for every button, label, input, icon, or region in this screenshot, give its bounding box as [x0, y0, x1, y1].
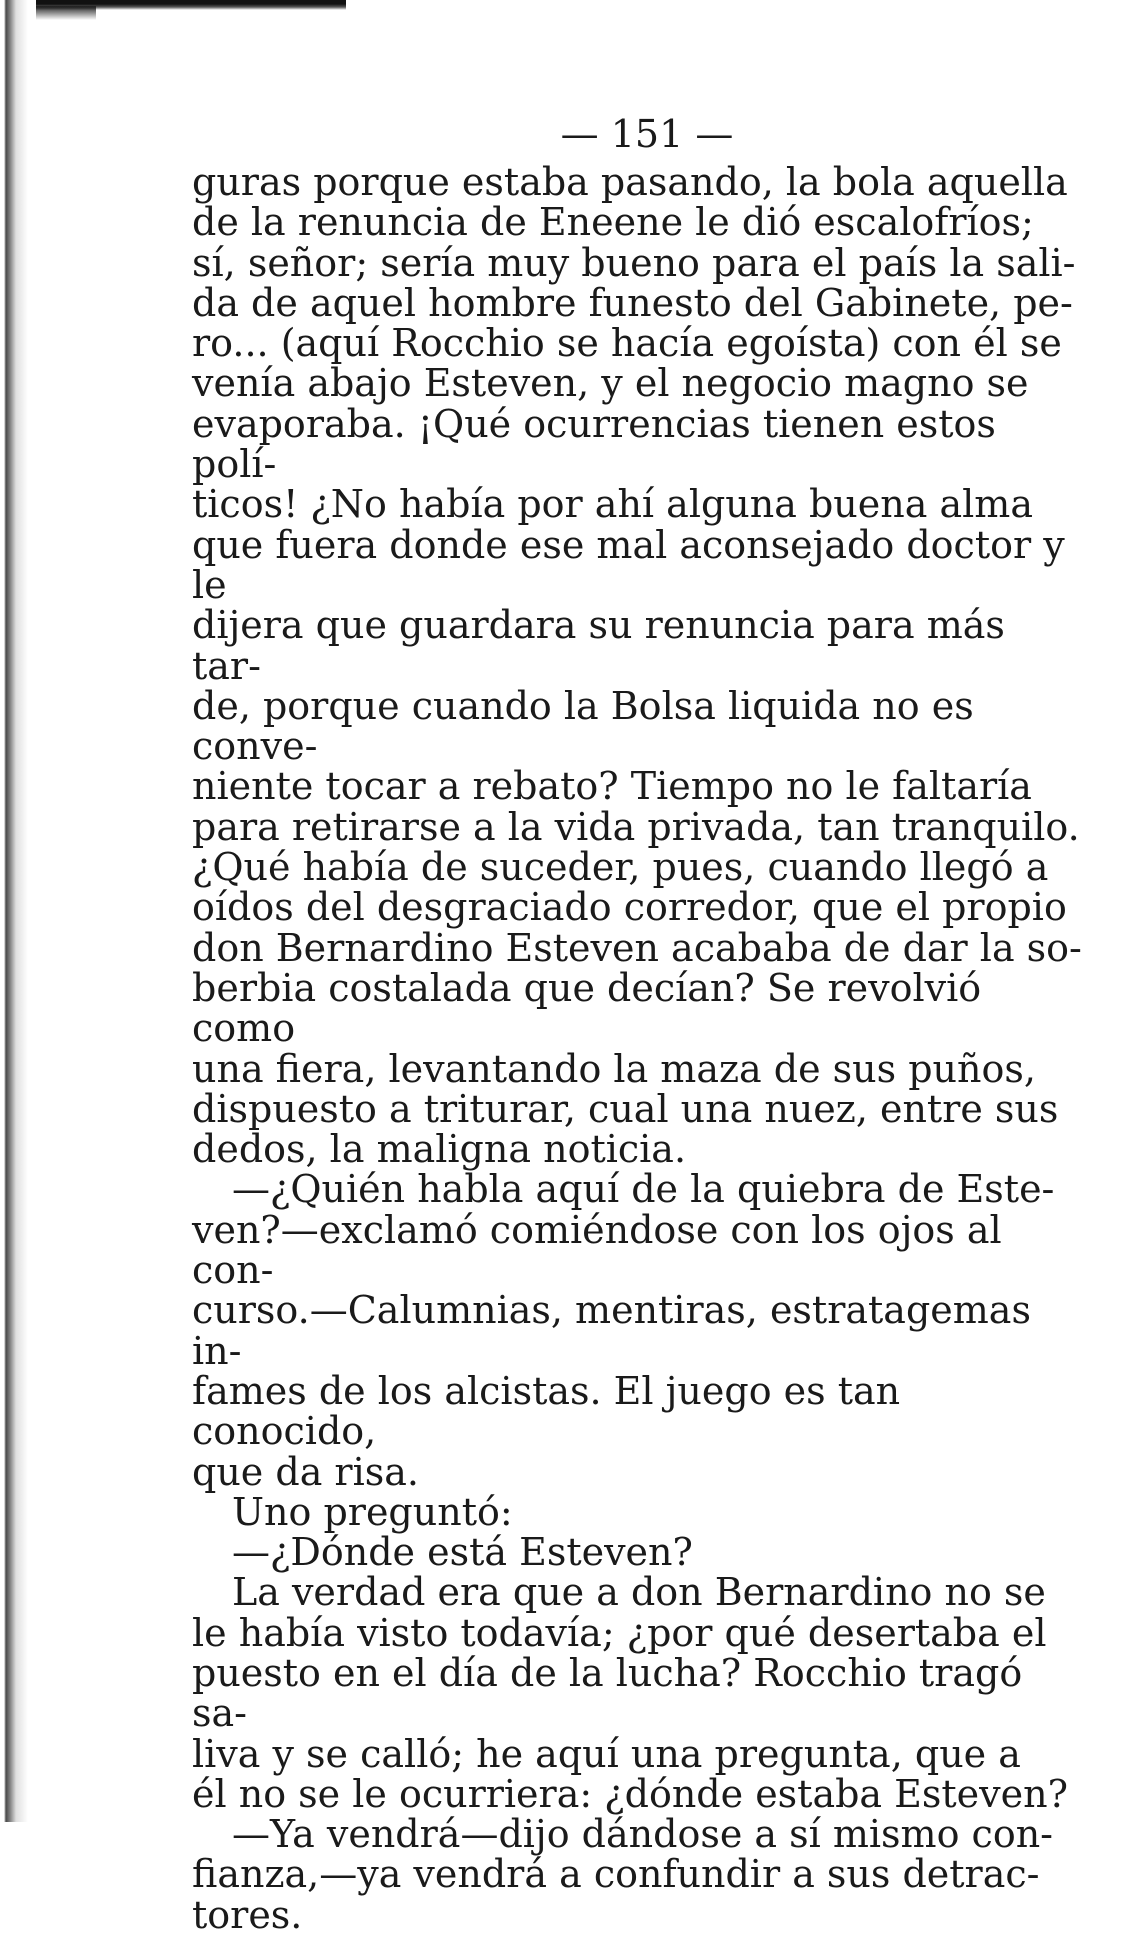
paragraph-5-start: La verdad era que a don Bernardino no se [232, 1570, 1046, 1615]
top-ink-smudge [36, 6, 96, 20]
paragraph-3: Uno preguntó: [232, 1489, 513, 1534]
paragraph-4: —¿Dónde está Esteven? [232, 1530, 693, 1575]
paragraph-2-start: —¿Quién habla aquí de la quiebra de Este- [232, 1167, 1055, 1212]
page-binding-edge [0, 0, 30, 1822]
paragraph-1: guras porque estaba pasando, la bola aquella de la renuncia de Eneene le dió escalofríos; sí, señor; sería muy bueno para el país la sali- da de aquel hombre funesto del Gabinete, pe- ro... (aquí Rocchio se hacía egoísta) con él se venía abajo Esteven, y el negocio magno se evaporaba. ¡Qué ocurrencias tienen estos polí- ticos! ¿No había por ahí alguna buena alma que fuera donde ese mal aconsejado doctor y le dijera que guardara su renuncia para más tar- de, porque cuando la Bolsa liquida no es conve- niente tocar a rebato? Tiempo no le faltaría para retirarse a la vida privada, tan tranquilo. ¿Qué había de suceder, pues, cuando llegó a oídos del desgraciado corredor, que el propio don Bernardino Esteven acababa de dar la so- berbia costalada que decían? Se revolvió como una fiera, levantando la maza de sus puños, dispuesto a triturar, cual una nuez, entre sus dedos, la maligna noticia. [192, 160, 1082, 1172]
paragraph-2-continued: ven?—exclamó comiéndose con los ojos al con- curso.—Calumnias, mentiras, estratagemas in- fames de los alcistas. El juego es tan conocido, que da risa. [192, 1207, 1031, 1494]
paragraph-5-continued: le había visto todavía; ¿por qué desertaba el puesto en el día de la lucha? Rocchio tragó sa- liva y se calló; he aquí una pregunta, que a él no se le ocurriera: ¿dónde estaba Esteven? [192, 1610, 1068, 1816]
paragraph-6-start: —Ya vendrá—dijo dándose a sí mismo con- [232, 1812, 1054, 1857]
page-number: — 151 — [560, 112, 734, 156]
paragraph-6-continued: fianza,—ya vendrá a confundir a sus detrac- tores. [192, 1852, 1040, 1937]
book-page [192, 108, 1082, 1935]
